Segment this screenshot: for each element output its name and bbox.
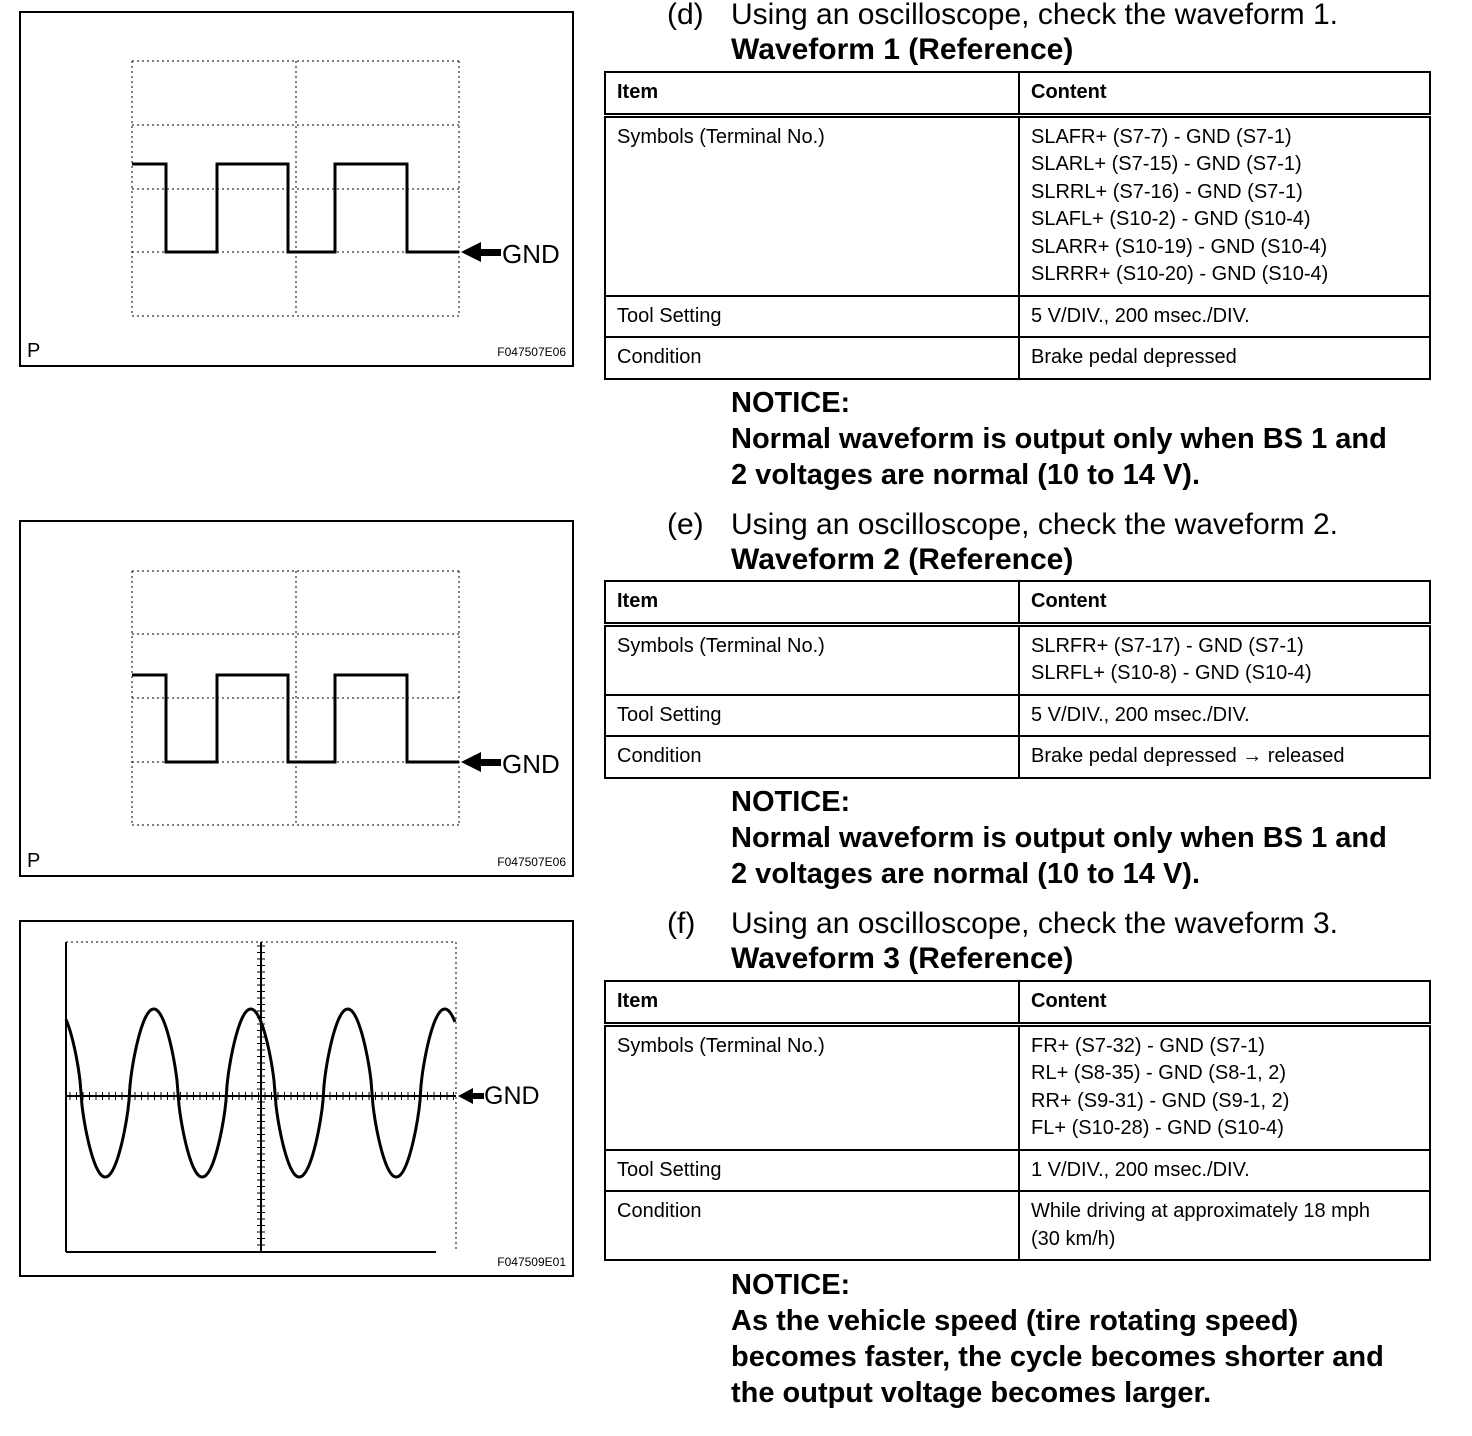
header-item: Item xyxy=(605,581,1019,624)
waveform-title: Waveform 3 (Reference) xyxy=(731,942,1074,975)
symbol-line: RR+ (S9-31) - GND (S9-1, 2) xyxy=(1031,1089,1290,1112)
gnd-arrow-icon xyxy=(458,1088,484,1104)
gnd-arrow-icon xyxy=(461,242,501,262)
waveform-1-figure xyxy=(19,11,574,367)
notice-line: 2 voltages are normal (10 to 14 V). xyxy=(731,459,1201,491)
symbol-line: SLRRR+ (S10-20) - GND (S10-4) xyxy=(1031,263,1329,285)
table-row xyxy=(605,1024,1430,1150)
gnd-label: GND xyxy=(484,1082,540,1110)
table-row xyxy=(605,736,1430,778)
header-item: Item xyxy=(605,981,1019,1024)
figure-code: F047507E06 xyxy=(497,855,566,869)
figure-label: P xyxy=(27,340,41,362)
notice-line: becomes faster, the cycle becomes shorter and xyxy=(731,1341,1384,1373)
condition-value xyxy=(1019,736,1430,778)
header-content: Content xyxy=(1019,72,1430,115)
condition-line: While driving at approximately 18 mph xyxy=(1031,1200,1371,1222)
notice-f xyxy=(731,1267,1384,1411)
notice-line: Normal waveform is output only when BS 1 and xyxy=(731,822,1387,854)
row-label: Condition xyxy=(605,736,1019,778)
row-label: Symbols (Terminal No.) xyxy=(605,624,1019,695)
notice-line: 2 voltages are normal (10 to 14 V). xyxy=(731,858,1201,890)
symbols-cell xyxy=(1019,1024,1430,1150)
notice-heading: NOTICE: xyxy=(731,1269,851,1301)
notice-d xyxy=(731,385,1387,493)
waveform-title: Waveform 2 (Reference) xyxy=(731,543,1074,576)
step-letter: (f) xyxy=(667,907,696,940)
table-row xyxy=(605,1150,1430,1192)
waveform-3-table xyxy=(604,980,1431,1261)
symbol-line: SLARL+ (S7-15) - GND (S7-1) xyxy=(1031,153,1302,175)
row-label: Symbols (Terminal No.) xyxy=(605,115,1019,296)
table-row xyxy=(605,115,1430,296)
waveform-2-screen xyxy=(21,522,572,875)
table-header-row xyxy=(605,981,1430,1024)
table-row xyxy=(605,337,1430,379)
gnd-label: GND xyxy=(502,749,560,779)
table-row xyxy=(605,695,1430,737)
symbol-line: SLRFR+ (S7-17) - GND (S7-1) xyxy=(1031,634,1304,657)
step-text: Using an oscilloscope, check the waveform 1. xyxy=(731,0,1338,31)
waveform-1-screen xyxy=(21,13,572,365)
gnd-label: GND xyxy=(502,239,560,269)
symbol-line: SLAFR+ (S7-7) - GND (S7-1) xyxy=(1031,125,1292,148)
symbols-cell xyxy=(1019,115,1430,296)
row-label: Tool Setting xyxy=(605,695,1019,737)
figure-label: P xyxy=(27,850,41,872)
notice-line: Normal waveform is output only when BS 1 and xyxy=(731,423,1387,455)
row-label: Tool Setting xyxy=(605,1150,1019,1192)
gnd-arrow-icon xyxy=(461,752,501,772)
condition-value xyxy=(1019,337,1430,379)
notice-e xyxy=(731,784,1387,892)
condition-line: Brake pedal depressed → released xyxy=(1031,745,1345,767)
row-label: Condition xyxy=(605,1191,1019,1260)
step-letter: (d) xyxy=(667,0,704,31)
table-row xyxy=(605,1191,1430,1260)
notice-heading: NOTICE: xyxy=(731,387,851,419)
step-text: Using an oscilloscope, check the waveform 2. xyxy=(731,508,1338,541)
row-label: Condition xyxy=(605,337,1019,379)
row-label: Symbols (Terminal No.) xyxy=(605,1024,1019,1150)
table-header-row xyxy=(605,72,1430,115)
row-label: Tool Setting xyxy=(605,296,1019,338)
header-content: Content xyxy=(1019,581,1430,624)
condition-line: (30 km/h) xyxy=(1031,1227,1116,1250)
tool-setting-value: 5 V/DIV., 200 msec./DIV. xyxy=(1019,695,1430,737)
symbol-line: SLRFL+ (S10-8) - GND (S10-4) xyxy=(1031,662,1312,684)
table-header-row xyxy=(605,581,1430,624)
tool-setting-value: 1 V/DIV., 200 msec./DIV. xyxy=(1019,1150,1430,1192)
waveform-2-figure xyxy=(19,520,574,877)
symbol-line: RL+ (S8-35) - GND (S8-1, 2) xyxy=(1031,1062,1287,1084)
symbol-line: FL+ (S10-28) - GND (S10-4) xyxy=(1031,1117,1284,1139)
notice-heading: NOTICE: xyxy=(731,786,851,818)
table-row xyxy=(605,624,1430,695)
waveform-1-table xyxy=(604,71,1431,380)
notice-line: As the vehicle speed (tire rotating speed) xyxy=(731,1305,1299,1337)
tool-setting-value: 5 V/DIV., 200 msec./DIV. xyxy=(1019,296,1430,338)
waveform-3-figure xyxy=(19,920,574,1277)
condition-value xyxy=(1019,1191,1430,1260)
figure-code: F047509E01 xyxy=(497,1255,566,1269)
symbol-line: SLAFL+ (S10-2) - GND (S10-4) xyxy=(1031,208,1311,230)
waveform-2-table xyxy=(604,580,1431,779)
notice-line: the output voltage becomes larger. xyxy=(731,1377,1212,1409)
figure-code: F047507E06 xyxy=(497,345,566,359)
condition-line: Brake pedal depressed xyxy=(1031,346,1237,368)
symbols-cell xyxy=(1019,624,1430,695)
symbol-line: SLRRL+ (S7-16) - GND (S7-1) xyxy=(1031,180,1303,203)
waveform-title: Waveform 1 (Reference) xyxy=(731,33,1074,66)
symbol-line: FR+ (S7-32) - GND (S7-1) xyxy=(1031,1034,1265,1057)
symbol-line: SLARR+ (S10-19) - GND (S10-4) xyxy=(1031,235,1328,258)
header-item: Item xyxy=(605,72,1019,115)
step-letter: (e) xyxy=(667,508,704,541)
table-row xyxy=(605,296,1430,338)
square-waveform-trace xyxy=(132,675,459,762)
header-content: Content xyxy=(1019,981,1430,1024)
step-text: Using an oscilloscope, check the waveform 3. xyxy=(731,907,1338,940)
